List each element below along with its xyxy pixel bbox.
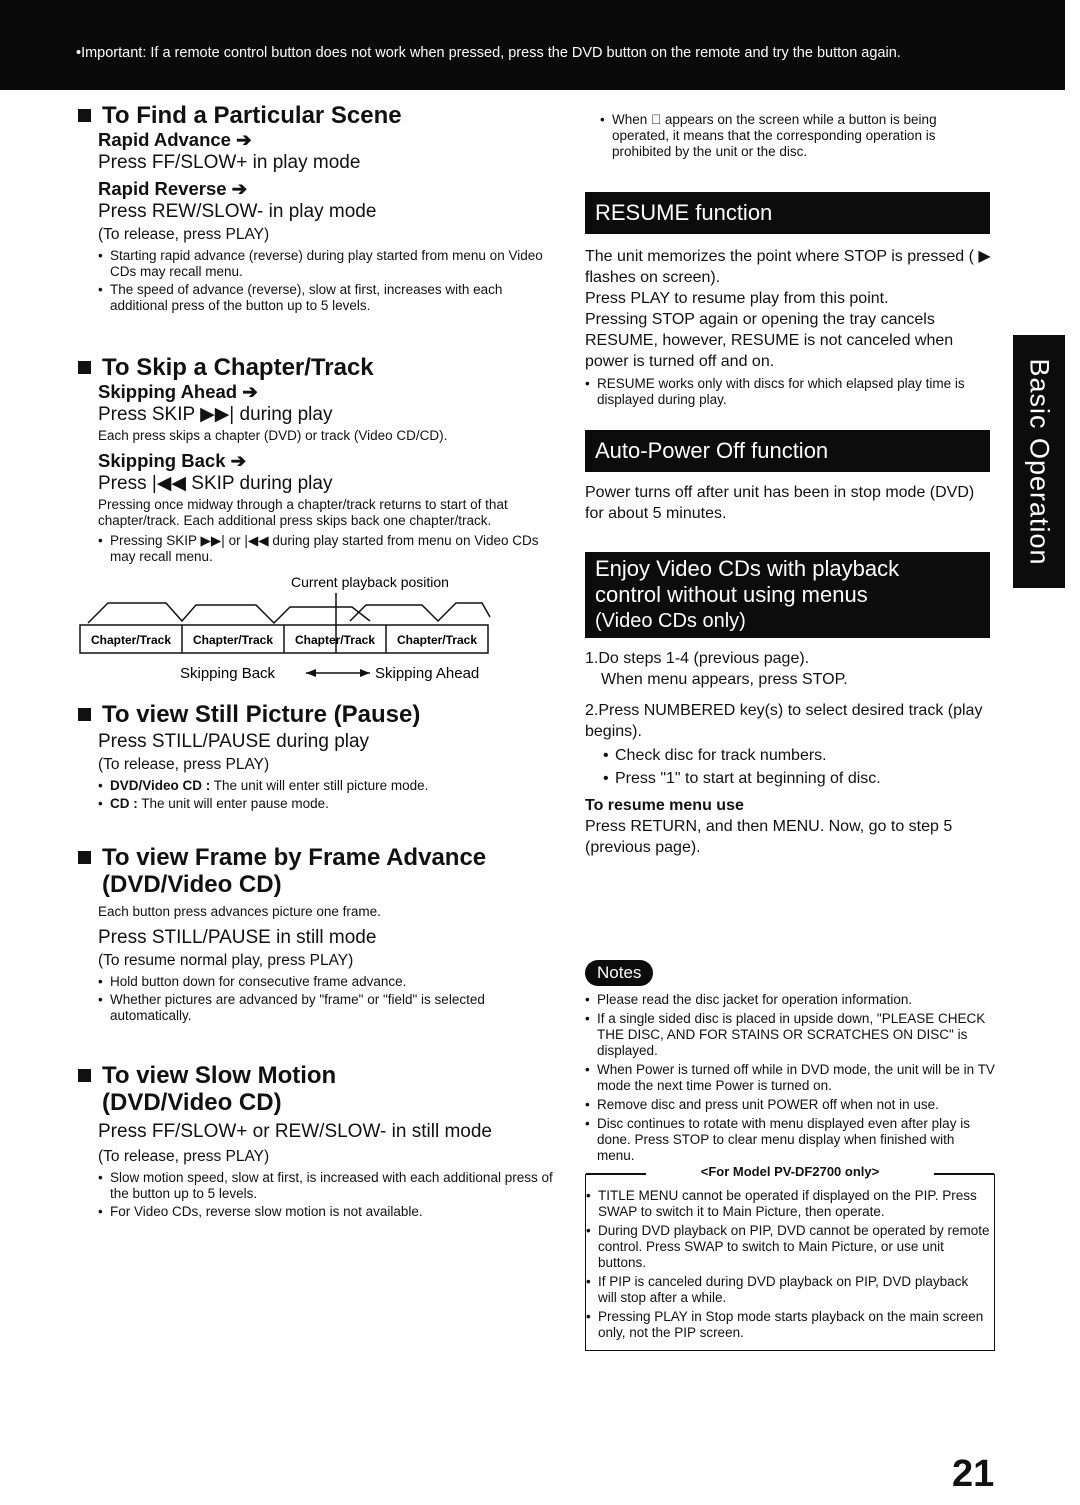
find-scene-section [78, 102, 558, 314]
vcd-banner: Enjoy Video CDs with playback control without using menus (Video CDs only) [585, 552, 990, 638]
list-item: • If PIP is canceled during DVD playback on PIP, DVD playback will stop after a while. [586, 1274, 990, 1306]
list-item: • Pressing SKIP ▶▶| or |◀◀ during play started from menu on Video CDs may recall menu. [98, 533, 558, 565]
left-column [78, 102, 558, 1222]
chapter-cell-1: Chapter/Track [90, 633, 172, 647]
vcd-step-1: 1.Do steps 1-4 (previous page). [585, 650, 810, 667]
square-bullet-icon [78, 361, 91, 374]
skipping-back-label: Skipping Back ➔ [98, 450, 247, 471]
right-column [585, 108, 995, 1351]
list-item: • Please read the disc jacket for operation information. [585, 992, 995, 1008]
square-bullet-icon [78, 1069, 91, 1082]
page-number: 21 [952, 1453, 995, 1495]
square-bullet-icon [78, 851, 91, 864]
skipping-ahead-label: Skipping Ahead ➔ [98, 381, 258, 402]
prohibit-note: • When ⃠ appears on the screen while a button is being operated, it means that the corresponding operation is prohibited by the unit or the disc. [600, 112, 990, 160]
find-scene-title: To Find a Particular Scene [102, 102, 402, 129]
release-note: (To release, press PLAY) [98, 226, 270, 243]
list-item: • When Power is turned off while in DVD mode, the unit will be in TV mode the next time Power is turned on. [585, 1062, 995, 1094]
list-item: • TITLE MENU cannot be operated if displayed on the PIP. Press SWAP to switch it to Main Picture, then operate. [586, 1188, 990, 1220]
chapter-cell-3: Chapter/Track [294, 633, 376, 647]
frame-section [78, 844, 558, 1024]
list-item: • Press "1" to start at beginning of disc. [603, 769, 995, 789]
slow-section [78, 1062, 558, 1220]
list-item: • During DVD playback on PIP, DVD cannot be operated by remote control. Press SWAP to switch to Main Picture, or use unit buttons. [586, 1223, 990, 1271]
resume-menu-label: To resume menu use [585, 797, 744, 814]
current-position-label: Current playback position [291, 574, 449, 590]
frame-title-2: (DVD/Video CD) [102, 871, 282, 898]
skip-ahead-arrows [350, 603, 490, 621]
slow-title-2: (DVD/Video CD) [102, 1089, 282, 1116]
skipping-ahead-caption: Skipping Ahead [375, 665, 480, 682]
square-bullet-icon [78, 708, 91, 721]
skip-diagram [78, 573, 558, 685]
list-item: • CD : The unit will enter pause mode. [98, 796, 558, 812]
skipping-back-note: Pressing once midway through a chapter/track returns to start of that chapter/track. Each additional press skips back one chapter/track. [98, 497, 508, 528]
skipping-ahead-text: Press SKIP ▶▶| during play [98, 404, 333, 425]
list-item: • For Video CDs, reverse slow motion is not available. [98, 1204, 558, 1220]
list-item: • Remove disc and press unit POWER off when not in use. [585, 1097, 995, 1113]
list-item: • The speed of advance (reverse), slow at first, increases with each additional press of the button up to 5 levels. [98, 282, 558, 314]
slow-title: To view Slow Motion [102, 1062, 337, 1089]
rapid-reverse-label: Rapid Reverse ➔ [98, 178, 248, 199]
skipping-back-caption: Skipping Back [180, 665, 276, 682]
top-notice-bar [0, 0, 1065, 90]
slow-release: (To release, press PLAY) [98, 1148, 270, 1165]
chapter-cell-4: Chapter/Track [396, 633, 478, 647]
rapid-advance-text: Press FF/SLOW+ in play mode [98, 152, 361, 173]
skip-diagram-figure [78, 573, 558, 685]
list-item: • RESUME works only with discs for which elapsed play time is displayed during play. [585, 376, 995, 408]
still-section [78, 701, 558, 812]
auto-power-banner: Auto-Power Off function [585, 430, 990, 472]
still-text: Press STILL/PAUSE during play [98, 731, 370, 752]
frame-title: To view Frame by Frame Advance [102, 844, 487, 871]
frame-text: Press STILL/PAUSE in still mode [98, 927, 377, 948]
frame-note: Each button press advances picture one frame. [98, 904, 381, 919]
list-item: • Check disc for track numbers. [603, 746, 995, 766]
skipping-back-text: Press |◀◀ SKIP during play [98, 473, 333, 494]
resume-banner: RESUME function [585, 192, 990, 234]
notes-label: Notes [585, 960, 653, 986]
side-tab [1013, 335, 1065, 588]
skipping-ahead-note: Each press skips a chapter (DVD) or track (Video CD/CD). [98, 428, 448, 443]
list-item: • Whether pictures are advanced by "frame" or "field" is selected automatically. [98, 992, 558, 1024]
list-item: • DVD/Video CD : The unit will enter still picture mode. [98, 778, 558, 794]
list-item: • Starting rapid advance (reverse) during play started from menu on Video CDs may recall menu. [98, 248, 558, 280]
list-item: • Hold button down for consecutive frame advance. [98, 974, 558, 990]
model-header: <For Model PV-DF2700 only> [586, 1164, 994, 1179]
model-box [585, 1164, 995, 1351]
still-title: To view Still Picture (Pause) [102, 701, 421, 728]
notes-section [585, 960, 995, 1351]
vcd-step-1b: When menu appears, press STOP. [601, 671, 848, 688]
rapid-reverse-text: Press REW/SLOW- in play mode [98, 201, 377, 222]
skip-title: To Skip a Chapter/Track [102, 354, 374, 381]
list-item: • Pressing PLAY in Stop mode starts playback on the main screen only, not the PIP screen. [586, 1309, 990, 1341]
resume-text: The unit memorizes the point where STOP is pressed ( ▶ flashes on screen). Press PLAY to resume play from this point. Pressing STOP again or opening the tray cancels RESUME, however, RESUME is not canceled when power is turned off and on. [585, 248, 991, 370]
slow-text: Press FF/SLOW+ or REW/SLOW- in still mode [98, 1121, 492, 1142]
still-release: (To release, press PLAY) [98, 756, 270, 773]
auto-power-text: Power turns off after unit has been in stop mode (DVD) for about 5 minutes. [585, 484, 975, 522]
rapid-advance-label: Rapid Advance ➔ [98, 129, 252, 150]
resume-menu-text: Press RETURN, and then MENU. Now, go to step 5 (previous page). [585, 818, 953, 856]
square-bullet-icon [78, 109, 91, 122]
frame-resume: (To resume normal play, press PLAY) [98, 952, 354, 969]
side-tab-label: Basic Operation [1024, 357, 1055, 566]
chapter-cell-2: Chapter/Track [192, 633, 274, 647]
skip-back-arrows [88, 603, 370, 623]
top-notice: •Important: If a remote control button does not work when pressed, press the DVD button on the remote and try the button again. [76, 45, 901, 61]
list-item: • Slow motion speed, slow at first, is increased with each additional press of the button up to 5 levels. [98, 1170, 558, 1202]
list-item: • Disc continues to rotate with menu displayed even after play is done. Press STOP to clear menu display when finished with menu. [585, 1116, 995, 1164]
list-item: • If a single sided disc is placed in upside down, "PLEASE CHECK THE DISC, AND FOR STAINS OR SCRATCHES ON DISC" is displayed. [585, 1011, 995, 1059]
skip-section [78, 354, 558, 685]
vcd-step-2: 2.Press NUMBERED key(s) to select desired track (play begins). [585, 702, 983, 740]
